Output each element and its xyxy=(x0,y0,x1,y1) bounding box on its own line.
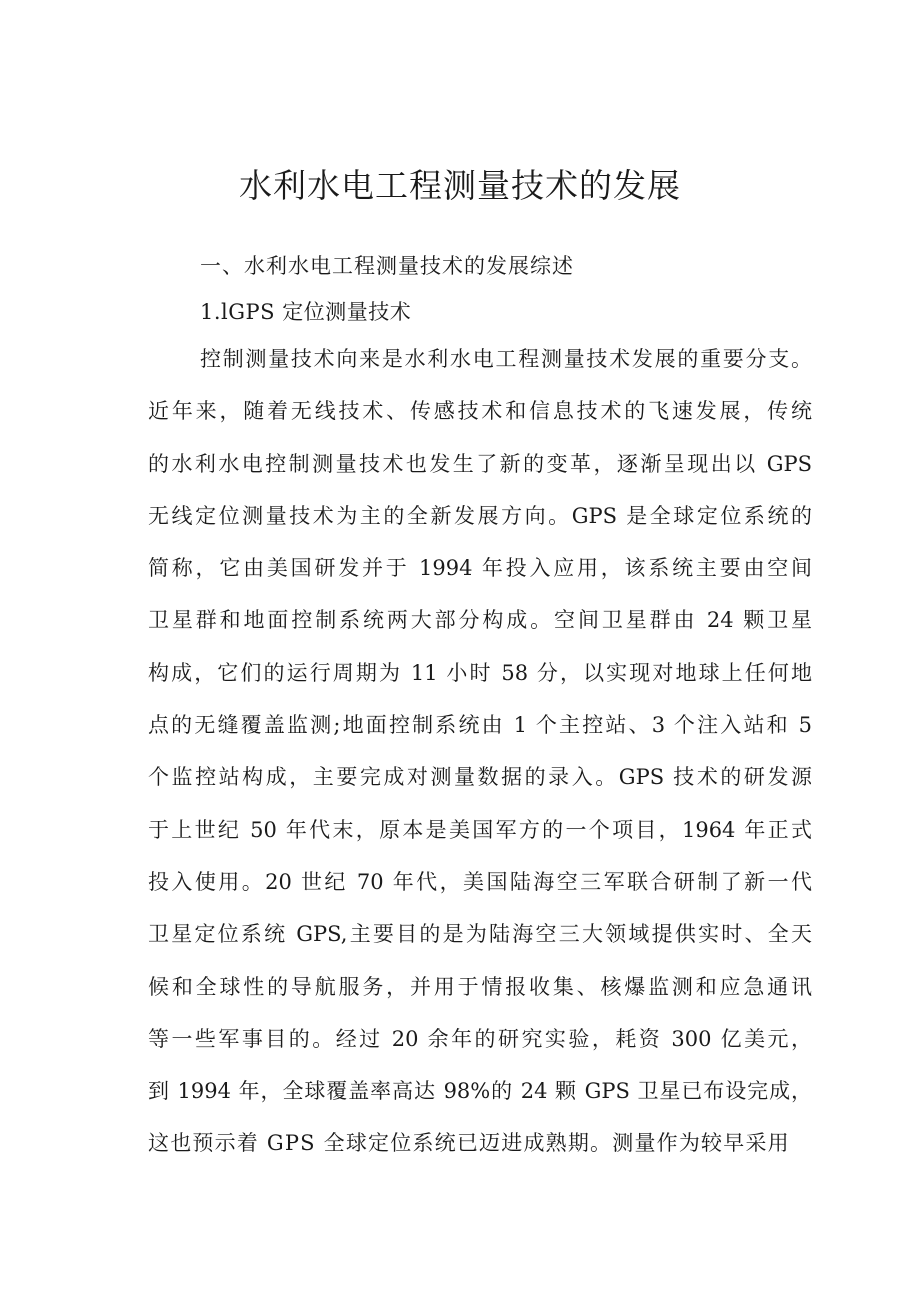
paragraph-line: 简称，它由美国研发并于 1994 年投入应用，该系统主要由空间 xyxy=(148,556,812,581)
paragraph-line: 卫星群和地面控制系统两大部分构成。空间卫星群由 24 颗卫星 xyxy=(148,608,812,633)
paragraph-line: 卫星定位系统 GPS,主要目的是为陆海空三大领域提供实时、全天 xyxy=(148,922,812,947)
section-heading: 一、水利水电工程测量技术的发展综述 xyxy=(200,254,574,278)
paragraph-line: 控制测量技术向来是水利水电工程测量技术发展的重要分支。 xyxy=(200,347,812,371)
paragraph-line: 等一些军事目的。经过 20 余年的研究实验，耗资 300 亿美元， xyxy=(148,1026,812,1051)
paragraph-line: 这也预示着 GPS 全球定位系统已迈进成熟期。测量作为较早采用 xyxy=(148,1131,790,1156)
paragraph-line: 投入使用。20 世纪 70 年代，美国陆海空三军联合研制了新一代 xyxy=(148,869,812,894)
body-paragraph xyxy=(148,343,812,1180)
paragraph-line: 候和全球性的导航服务，并用于情报收集、核爆监测和应急通讯 xyxy=(148,974,812,999)
paragraph-line: 近年来，随着无线技术、传感技术和信息技术的飞速发展，传统 xyxy=(148,399,812,424)
subsection-heading: 1.lGPS 定位测量技术 xyxy=(200,300,412,324)
paragraph-line: 于上世纪 50 年代末，原本是美国军方的一个项目，1964 年正式 xyxy=(148,817,812,842)
document-title: 水利水电工程测量技术的发展 xyxy=(239,166,681,205)
paragraph-line: 无线定位测量技术为主的全新发展方向。GPS 是全球定位系统的 xyxy=(148,503,812,528)
paragraph-line: 个监控站构成，主要完成对测量数据的录入。GPS 技术的研发源 xyxy=(148,765,812,790)
paragraph-line: 点的无缝覆盖监测;地面控制系统由 1 个主控站、3 个注入站和 5 xyxy=(148,713,812,738)
paragraph-line: 的水利水电控制测量技术也发生了新的变革，逐渐呈现出以 GPS xyxy=(148,451,812,476)
paragraph-line: 到 1994 年，全球覆盖率高达 98%的 24 颗 GPS 卫星已布设完成， xyxy=(148,1079,812,1104)
paragraph-line: 构成，它们的运行周期为 11 小时 58 分，以实现对地球上任何地 xyxy=(148,660,812,685)
